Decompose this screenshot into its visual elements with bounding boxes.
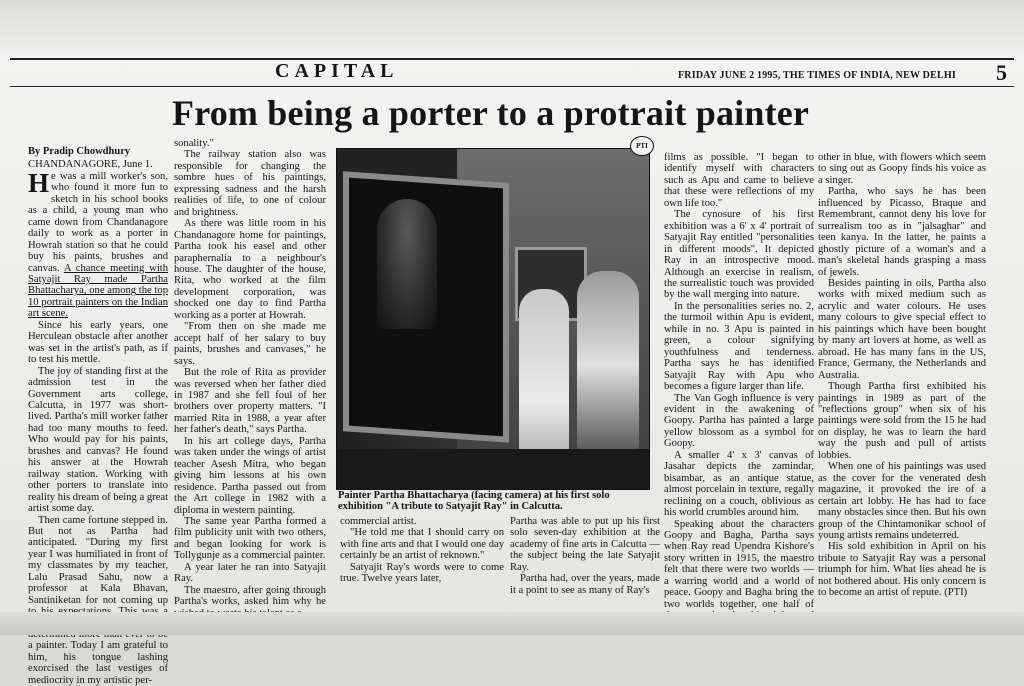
paragraph: A smaller 4' x 3' canvas of Jasahar depicts the zamindar, bisambar, as an antique statue, almost porcelain in texture, regally reclining on a couch, oblivious as his world crumbles around him. xyxy=(664,450,814,519)
paragraph: As there was little room in his Chandanagore home for paintings, Partha took his easel and other paraphernalia to a neighbour's house. The daughter of the house, Rita, who worked at the film development corporation, was shocked one day to find Partha working as a porter at Howrah. xyxy=(174,218,326,321)
paragraph-text: e was a mill worker's son, who found it more fun to sketch in his school books as a child, a young man who came down from Chandanagore daily to work as a porter in Howrah station so that he could buy his paints, brushes and canvas. xyxy=(28,171,168,274)
paragraph: Speaking about the characters Goopy and Bagha, Partha says when Ray read Upendra Kishore's story written in 1915, the maestro felt that there were two worlds — a warring world and a world of peace. Goopy and Bagha bring the two worlds together, one half of xyxy=(664,519,814,634)
paragraph: The same year Partha formed a film publicity unit with two others, and began looking for work is Tollygunje as a commercial painter. xyxy=(174,516,326,562)
headline: From being a porter to a protrait painter xyxy=(172,92,809,134)
paragraph: The railway station also was responsible for changing the sombre hues of his paintings, expressing sadness and the harsh realities of life, to one of colour and brightness. xyxy=(174,149,326,218)
paragraph: The cynosure of his first exhibition was a 6' x 4' portrait of Satyajit Ray entitled "personalities in different moods". It depicted Ray in an introspective mood. Although an exercise in realism, the surrealistic touch was provided by the wall merging into nature. xyxy=(664,209,814,301)
paragraph: The Van Gogh influence is very evident in the awakening of Goopy. Partha has painted a large yellow blossom as a symbol for Goopy. xyxy=(664,393,814,450)
paragraph: films as possible. "I began to identify myself with characters such as Apu and came to believe that these were reflections of my own life too." xyxy=(664,152,814,209)
article-column-3 xyxy=(340,516,504,588)
gallery-floor xyxy=(337,449,649,489)
underlined-passage: A chance meeting with Satyajit Ray made Partha Bhattacharya, one among the top 10 portrait painters on the Indian art scene. xyxy=(28,263,168,320)
masthead-top-rule xyxy=(10,58,1014,60)
page-bottom-edge xyxy=(0,612,1024,635)
page-top-margin xyxy=(0,0,1024,52)
paragraph: But the role of Rita as provider was reversed when her father died in 1987 and she fell foul of her brothers over property matters. "I married Rita in 1988, a year after her father's death," says Partha. xyxy=(174,367,326,436)
paragraph: When one of his paintings was used as the cover for the venerated desh magazine, it provoked the ire of a certain art lobby. He has had to face many obstacles since then. But his own group of the Chintamonikar school of young artists remains undeterred. xyxy=(818,461,986,541)
article-column-4 xyxy=(510,516,660,588)
paragraph: Besides painting in oils, Partha also works with mixed medium such as acrylic and water colours. He uses many colours to give special effect to his paintings which have been bought by many art lovers at home, as well as abroad. He has many fans in the US, France, Germany, the Netherlands and Australia. xyxy=(818,278,986,381)
paragraph: Partha, who says he has been influenced by Picasso, Braque and Remembrant, cannot deny his love for surrealism too as in "jalsaghar" and teen kanya. In the latter, he paints a ghostly picture of a woman's and a man's skeletal hands grasping a mass of jewels. xyxy=(818,186,986,278)
pti-credit-badge: PTI xyxy=(630,136,654,156)
paragraph: Partha had, over the years, made it a point to see as many of Ray's xyxy=(510,573,660,596)
dateline: FRIDAY JUNE 2 1995, THE TIMES OF INDIA, NEW DELHI xyxy=(678,70,956,81)
article-column-5 xyxy=(664,152,814,588)
paragraph: Since his early years, one Herculean obstacle after another was set in the artist's path, as if to test his mettle. xyxy=(28,320,168,366)
page-number: 5 xyxy=(996,60,1007,86)
paragraph: sonality." xyxy=(174,138,326,149)
paragraph: In the personalities series no. 2, the turmoil within Apu is evident, while in no. 3 Apu is painted in green, a colour signifying youthfulness and tenderness. Partha says he has identified Satyajit Ray with Apu who becomes a figure larger than life. xyxy=(664,301,814,393)
paragraph: His sold exhibition in April on his tribute to Satyajit Ray was a personal triumph for him. What lies ahead he is not bothered about. His only concern is to become an artist of repute. (PTI) xyxy=(818,541,986,598)
paragraph: Then came fortune stepped in. But not as Partha had anticipated. "During my first year I was humiliated in front of my classmates by my teacher, Lalu Prasad Sahu, now a professor at Kala Bhavan, Santiniketan for not coming up a painter. Today I am grateful to him, his tongue lashing exorcised the last vestiges of mediocrity in my artistic per- xyxy=(28,515,168,686)
masthead-bottom-rule xyxy=(10,86,1014,87)
paragraph: The joy of standing first at the admission test in the Government arts college, Calcutta, in 1977 was short-lived. Partha's mill worker father had too many mouths to feed. Who would pay for his paints, brushes and canvas? He found his answer at the Howrah railway station. Working with other porters to translate into reality his dream of being a great artist some day. xyxy=(28,366,168,515)
article-column-6 xyxy=(818,152,986,588)
paragraph: In his art college days, Partha was taken under the wings of artist teacher Asesh Mitra, who began giving him lessons at his own residence. Partha passed out from the Art college in 1982 with a diploma in western painting. xyxy=(174,436,326,516)
paragraph: commercial artist. xyxy=(340,516,504,527)
paragraph: other in blue, with flowers which seem to sing out as Goopy finds his voice as a singer. xyxy=(818,152,986,186)
article-column-1 xyxy=(28,146,168,588)
byline: By Pradip Chowdhury xyxy=(28,146,168,157)
paragraph: "He told me that I should carry on with fine arts and that I would one day certainly be an artist of reknown." xyxy=(340,527,504,561)
dateline-lead: CHANDANAGORE, June 1. xyxy=(28,159,153,170)
photo-caption: Painter Partha Bhattacharya (facing camera) at his first solo exhibition "A tribute to Satyajit Ray" in Calcutta. xyxy=(338,490,648,513)
lead-paragraph xyxy=(28,159,168,319)
section-title: CAPITAL xyxy=(275,60,399,83)
paragraph: Though Partha first exhibited his paintings in 1989 as part of the "reflections group" when six of his paintings were sold from the 15 he had on display, he was to learn the hard way the push and pull of artists lobbies. xyxy=(818,381,986,461)
paragraph: "From then on she made me accept half of her salary to buy paints, brushes and canvases," he says. xyxy=(174,321,326,367)
paragraph: A year later he ran into Satyajit Ray. xyxy=(174,562,326,585)
paragraph: The maestro, after going through Partha's works, asked him why he xyxy=(174,585,326,619)
paragraph: Satyajit Ray's words were to come true. Twelve years later, xyxy=(340,562,504,585)
drop-cap: H xyxy=(28,172,49,194)
exhibition-photo xyxy=(336,148,650,490)
article-column-2 xyxy=(174,138,326,590)
portrait-figure xyxy=(377,199,437,329)
paragraph: Partha was able to put up his first solo seven-day exhibition at the academy of fine arts in Calcutta — the subject being the late Satyajit Ray. xyxy=(510,516,660,573)
